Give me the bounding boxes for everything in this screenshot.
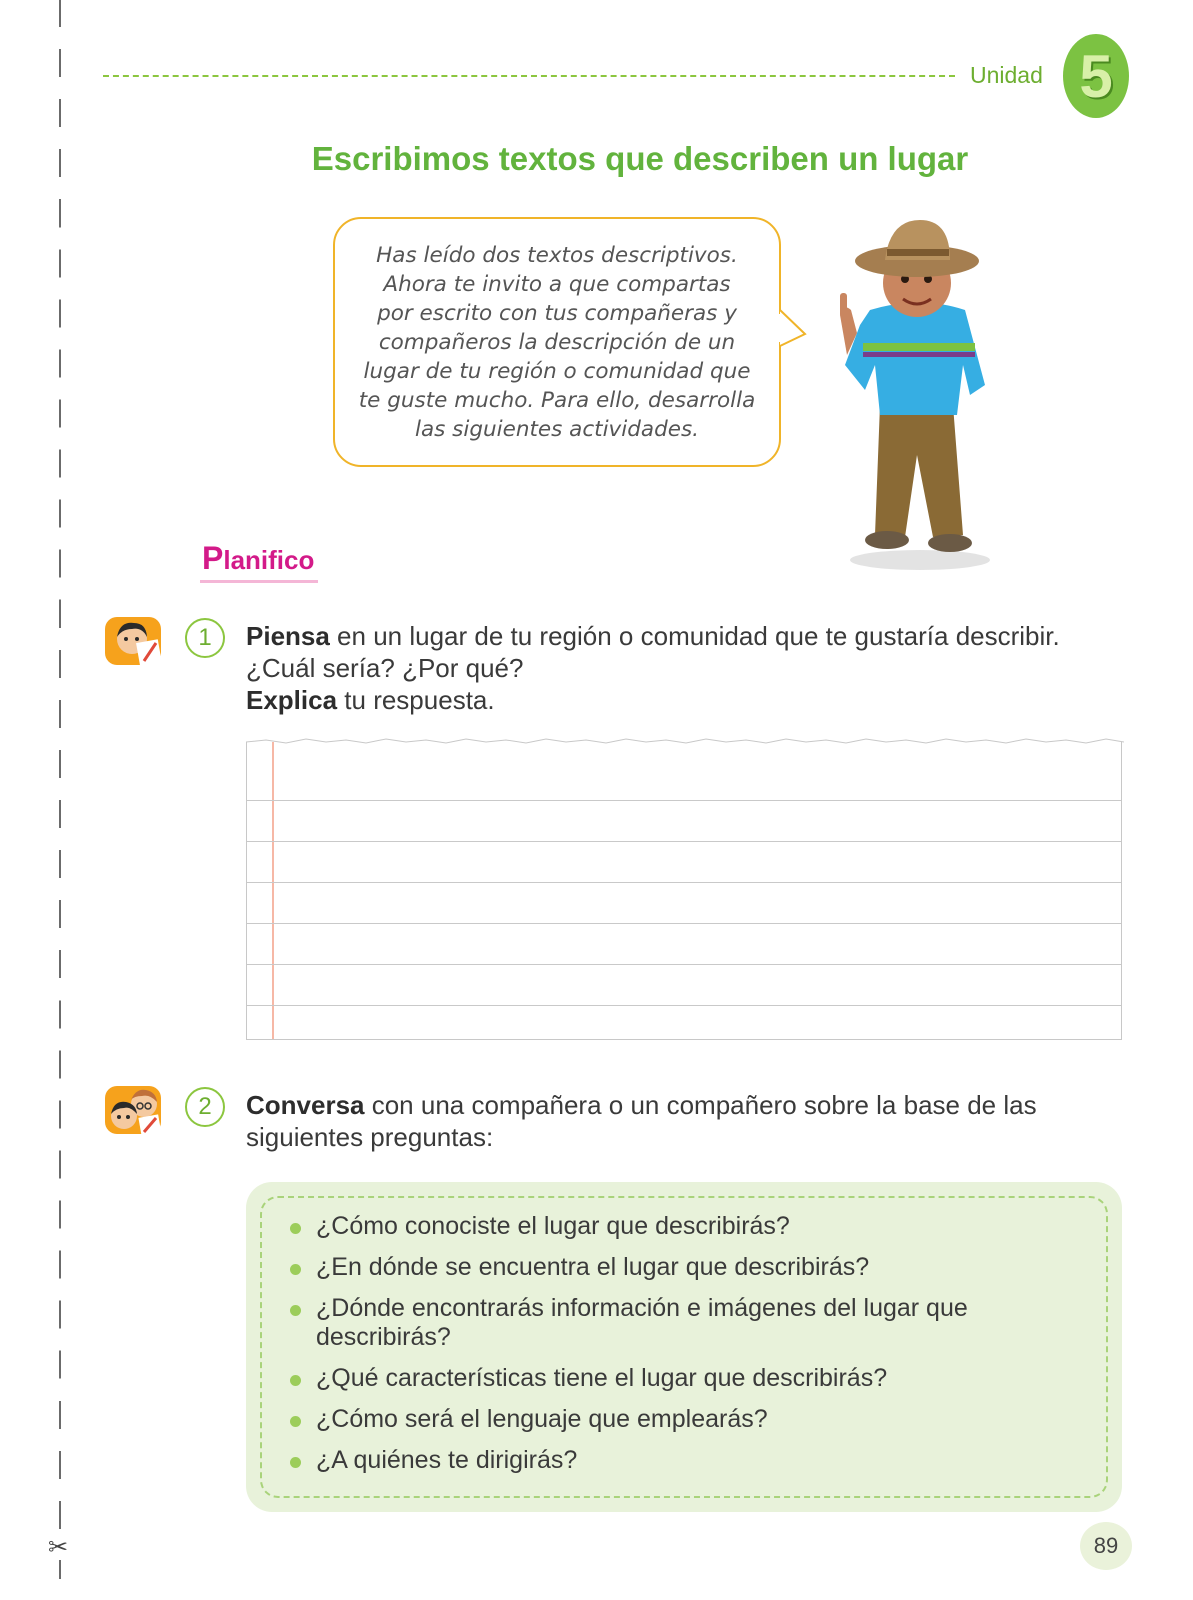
list-item: ¿Qué características tiene el lugar que describirás? (290, 1364, 1078, 1393)
bullet-icon (290, 1416, 301, 1427)
writing-line (247, 882, 1121, 883)
speech-bubble (333, 217, 781, 467)
writing-line (247, 800, 1121, 801)
writing-line (247, 964, 1121, 965)
cut-line (59, 0, 61, 1600)
writing-line (247, 841, 1121, 842)
scissors-icon: ✂ (48, 1534, 69, 1561)
activity-number-1: 1 (185, 618, 225, 658)
bullet-icon (290, 1375, 301, 1386)
list-item: ¿Dónde encontrarás información e imágenes del lugar que describirás? (290, 1294, 1078, 1352)
unit-number-badge (1063, 34, 1129, 118)
page-title: Escribimos textos que describen un lugar (311, 140, 969, 177)
bullet-icon (290, 1305, 301, 1316)
questions-list (290, 1212, 1078, 1475)
list-item: ¿En dónde se encuentra el lugar que describirás? (290, 1253, 1078, 1282)
bubble-text: Has leído dos textos descriptivos. Ahora te invito a que compartas por escrito con tus compañeras y compañeros la descripción de un lugar de tu región o comunidad que te guste mucho. Para ello, desarrolla las siguientes actividades. (358, 242, 756, 442)
unit-number: 5 (1079, 42, 1113, 110)
speech-bubble-tail (779, 308, 809, 352)
bullet-icon (290, 1264, 301, 1275)
writing-line (247, 1005, 1121, 1006)
questions-dashed-border (260, 1196, 1108, 1498)
questions-box (246, 1182, 1122, 1512)
bullet-icon (290, 1457, 301, 1468)
page-number: 89 (1080, 1522, 1132, 1570)
section-underline (200, 580, 318, 583)
list-item: ¿Cómo será el lenguaje que emplearás? (290, 1405, 1078, 1434)
boy-illustration (835, 215, 1015, 575)
answer-writing-area[interactable] (246, 742, 1122, 1040)
student-writing-icon (104, 613, 164, 669)
section-heading-planifico: Planifico (202, 540, 315, 576)
pair-students-icon (104, 1082, 164, 1138)
writing-line (247, 923, 1121, 924)
header-dashed-rule (103, 75, 955, 77)
activity-1-instructions: Piensa en un lugar de tu región o comunidad que te gustaría describir. ¿Cuál sería? ¿Por qué? Explica tu respuesta. (246, 621, 1060, 715)
torn-paper-edge (246, 736, 1124, 746)
activity-number-2: 2 (185, 1087, 225, 1127)
list-item: ¿Cómo conociste el lugar que describirás? (290, 1212, 1078, 1241)
unit-label: Unidad (970, 62, 1043, 88)
margin-line (272, 742, 274, 1039)
bullet-icon (290, 1223, 301, 1234)
activity-2-instructions: Conversa con una compañera o un compañero sobre la base de las siguientes preguntas: (246, 1090, 1037, 1152)
list-item: ¿A quiénes te dirigirás? (290, 1446, 1078, 1475)
